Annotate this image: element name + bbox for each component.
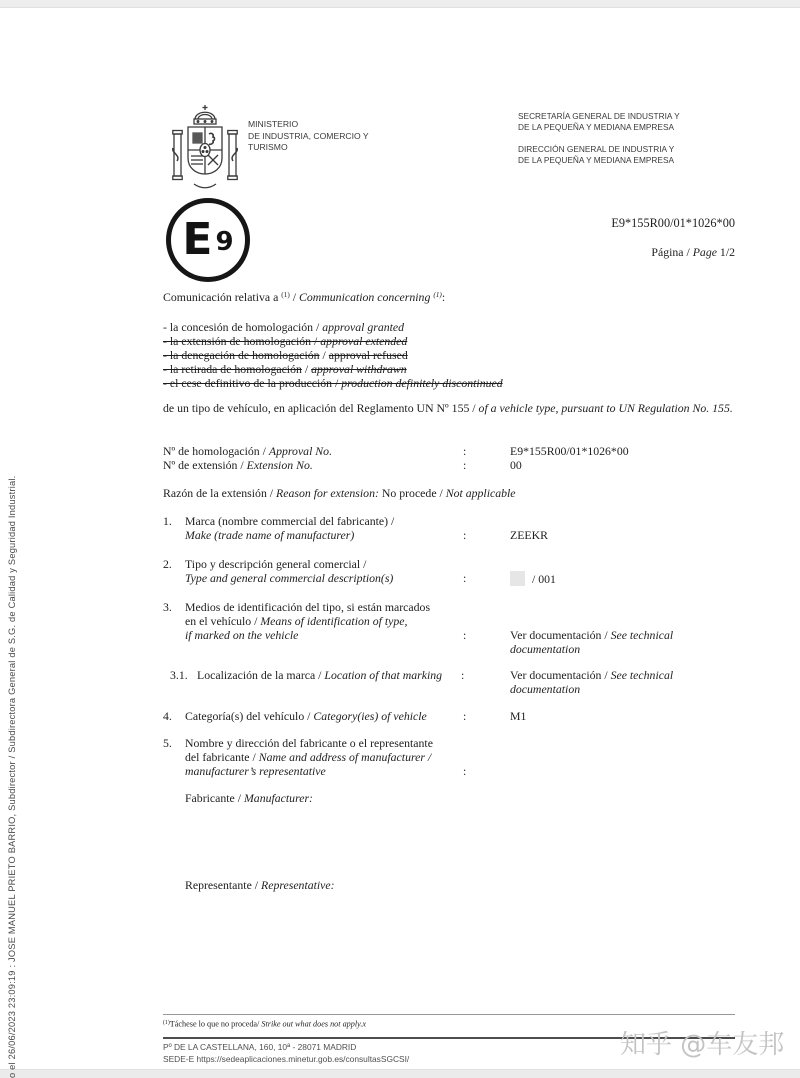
item3-label-line3: if marked on the vehicle	[185, 628, 299, 642]
direccion-title	[518, 144, 674, 166]
colon: :	[463, 444, 467, 458]
item1-number: 1.	[163, 514, 172, 528]
item2-type-value: / 001	[510, 571, 556, 586]
item5-label-line1: Nombre y dirección del fabricante o el representante	[185, 736, 433, 750]
colon: :	[463, 571, 467, 585]
item5-number: 5.	[163, 736, 172, 750]
option-approval-refused: - la denegación de homologación / approval refused	[163, 348, 408, 362]
item4-number: 4.	[163, 709, 172, 723]
extension-no-value: 00	[510, 458, 522, 472]
scan-bottom-edge	[0, 1069, 800, 1078]
colon: :	[463, 764, 467, 778]
item3-label-line2: en el vehículo / Means of identification of type,	[185, 614, 408, 628]
page-indicator: Página / Page 1/2	[651, 245, 735, 259]
item2-label-en: Type and general commercial description(s)	[185, 571, 394, 585]
item4-category-value: M1	[510, 709, 527, 723]
item5-label-line2: del fabricante / Name and address of manufacturer /	[185, 750, 432, 764]
item31-label: Localización de la marca / Location of that marking	[197, 668, 443, 682]
subject-paragraph: de un tipo de vehículo, en aplicación del Reglamento UN Nº 155 / of a vehicle type, pursuant to UN Regulation No. 155.	[163, 401, 733, 415]
secretaria-line-2: DE LA PEQUEÑA Y MEDIANA EMPRESA	[518, 122, 675, 132]
item3-value-line1: Ver documentación / See technical	[510, 628, 674, 642]
item31-value-line1: Ver documentación / See technical	[510, 668, 674, 682]
colon: :	[463, 458, 467, 472]
manufacturer-label: Fabricante / Manufacturer:	[185, 791, 313, 805]
spain-coat-of-arms-icon	[172, 104, 238, 196]
item5-label-line3: manufacturer’s representative	[185, 764, 326, 778]
approval-code: E9*155R00/01*1026*00	[611, 216, 735, 230]
ministry-line-1: MINISTERIO	[248, 119, 299, 129]
item4-label: Categoría(s) del vehículo / Category(ies) of vehicle	[185, 709, 427, 723]
e9-approval-mark-icon	[166, 198, 250, 282]
e9-number: 9	[215, 227, 234, 257]
secretaria-title	[518, 111, 680, 133]
option-approval-granted: - la concesión de homologación / approval granted	[163, 320, 405, 334]
item3-label-line1: Medios de identificación del tipo, si están marcados	[185, 600, 431, 614]
option-production-discontinued: - el cese definitivo de la producción / production definitely discontinued	[163, 376, 503, 390]
redacted-box	[510, 571, 525, 586]
footnote-divider	[163, 1014, 735, 1015]
item1-label-es: Marca (nombre commercial del fabricante) /	[185, 514, 395, 528]
item31-value-line2: documentation	[510, 682, 581, 696]
approval-no-label: Nº de homologación / Approval No.	[163, 444, 333, 458]
zhihu-watermark: 知乎 @车友邦	[620, 1030, 785, 1060]
secretaria-line-1: SECRETARÍA GENERAL DE INDUSTRIA Y	[518, 111, 680, 121]
reason-for-extension-line: Razón de la extensión / Reason for extension: No procede / Not applicable	[163, 486, 516, 500]
item1-make-value: ZEEKR	[510, 528, 549, 542]
ministry-line-3: TURISMO	[248, 142, 288, 153]
item2-label-es: Tipo y descripción general comercial /	[185, 557, 367, 571]
direccion-line-2: DE LA PEQUEÑA Y MEDIANA EMPRESA	[518, 155, 675, 165]
item2-number: 2.	[163, 557, 172, 571]
option-approval-extended: - la extensión de homologación / approval extended	[163, 334, 408, 348]
footnote: $^{(1)}$Táchese lo que no proceda/ Strike out what does not apply.x	[163, 1019, 366, 1029]
ministry-line-2: DE INDUSTRIA, COMERCIO Y	[248, 130, 369, 141]
item1-label-en: Make (trade name of manufacturer)	[185, 528, 355, 542]
ministry-title	[248, 119, 369, 154]
extension-no-label: Nº de extensión / Extension No.	[163, 458, 313, 472]
e9-letter: E	[182, 214, 213, 265]
item3-number: 3.	[163, 600, 172, 614]
digital-signature-note: o el 26/06/2023 23:09:19 : JOSE MANUEL PRIETO BARRIO, Subdirector / Subdirectora General de S.G. de Calidad y Seguridad Industrial.	[7, 475, 17, 1078]
representative-label: Representante / Representative:	[185, 878, 335, 892]
colon: :	[461, 668, 465, 682]
direccion-line-1: DIRECCIÓN GENERAL DE INDUSTRIA Y	[518, 144, 675, 154]
footer-sede-url: SEDE-E https://sedeaplicaciones.minetur.gob.es/consultasSGCSI/	[163, 1054, 410, 1064]
colon: :	[463, 528, 467, 542]
colon: :	[463, 628, 467, 642]
communication-concerning-line: Comunicación relativa a $^{(1)}$ / Communication concerning $^{(1)}$:	[163, 290, 446, 304]
colon: :	[463, 709, 467, 723]
item31-number: 3.1.	[170, 668, 188, 682]
approval-no-value: E9*155R00/01*1026*00	[510, 444, 629, 458]
item3-value-line2: documentation	[510, 642, 581, 656]
scan-top-edge	[0, 0, 800, 8]
footer-address: Pº DE LA CASTELLANA, 160, 10ª - 28071 MADRID	[163, 1042, 357, 1052]
option-approval-withdrawn: - la retirada de homologación / approval withdrawn	[163, 362, 407, 376]
